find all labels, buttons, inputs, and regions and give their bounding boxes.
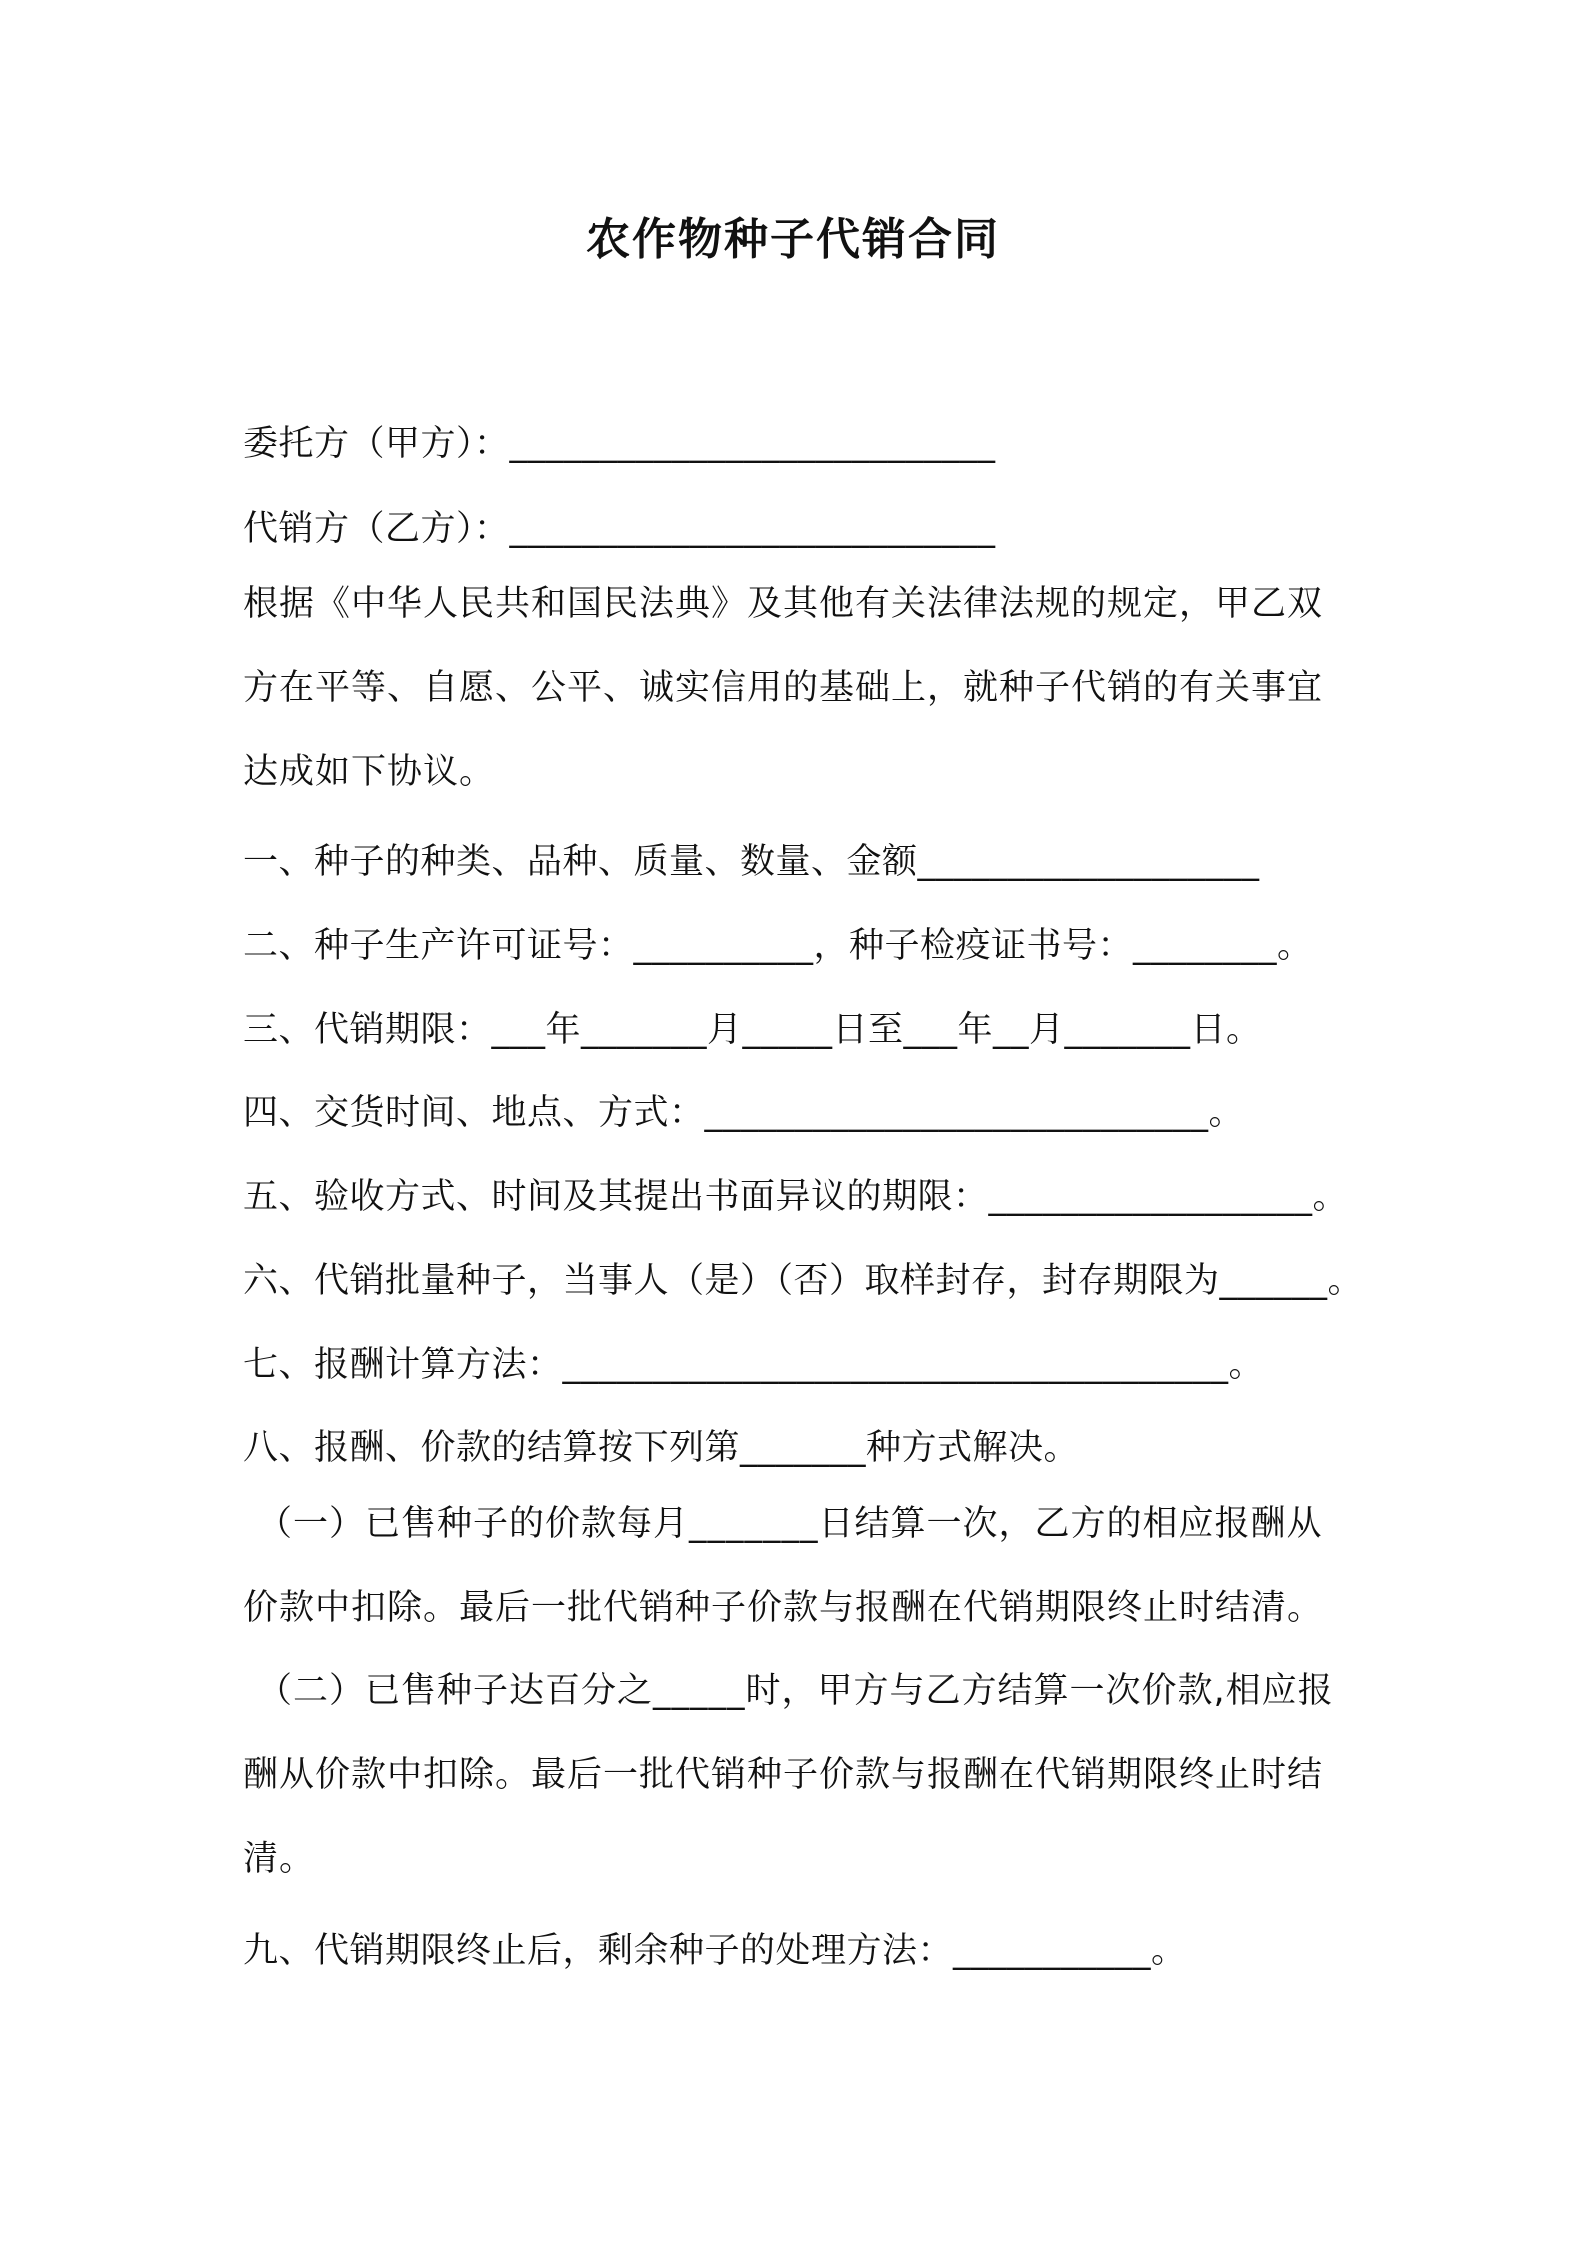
clause-3: 三、代销期限：___年_______月_____日至___年__月_______日。 [243, 1010, 1262, 1050]
clause-1: 一、种子的种类、品种、质量、数量、金额___________________ [243, 842, 1260, 882]
document-title: 农作物种子代销合同 [586, 214, 1000, 265]
clause-6: 六、代销批量种子，当事人（是）（否）取样封存，封存期限为______。 [243, 1261, 1364, 1301]
clause-7: 七、报酬计算方法：_____________________________________。 [243, 1345, 1265, 1385]
clause-2: 二、种子生产许可证号：__________，种子检疫证书号：________。 [243, 926, 1313, 966]
clause-8: 八、报酬、价款的结算按下列第_______种方式解决。 [243, 1428, 1080, 1468]
clause-5: 五、验收方式、时间及其提出书面异议的期限：__________________。 [243, 1177, 1349, 1217]
clause-4: 四、交货时间、地点、方式：____________________________。 [243, 1093, 1245, 1133]
clause-9: 九、代销期限终止后，剩余种子的处理方法：___________。 [243, 1931, 1187, 1971]
clause-8-option-2: （二）已售种子达百分之_____时，甲方与乙方结算一次价款,相应报酬从价款中扣除。最后一批代销种子价款与报酬在代销期限终止时结清。 [243, 1671, 1334, 1879]
clause-8-option-1: （一）已售种子的价款每月_______日结算一次，乙方的相应报酬从价款中扣除。最后一批代销种子价款与报酬在代销期限终止时结清。 [243, 1504, 1324, 1628]
preamble-paragraph: 根据《中华人民共和国民法典》及其他有关法律法规的规定，甲乙双方在平等、自愿、公平、诚实信用的基础上，就种子代销的有关事宜达成如下协议。 [243, 584, 1324, 792]
party-a-line: 委托方（甲方）：___________________________ [243, 424, 996, 464]
party-b-line: 代销方（乙方）：___________________________ [243, 509, 996, 549]
